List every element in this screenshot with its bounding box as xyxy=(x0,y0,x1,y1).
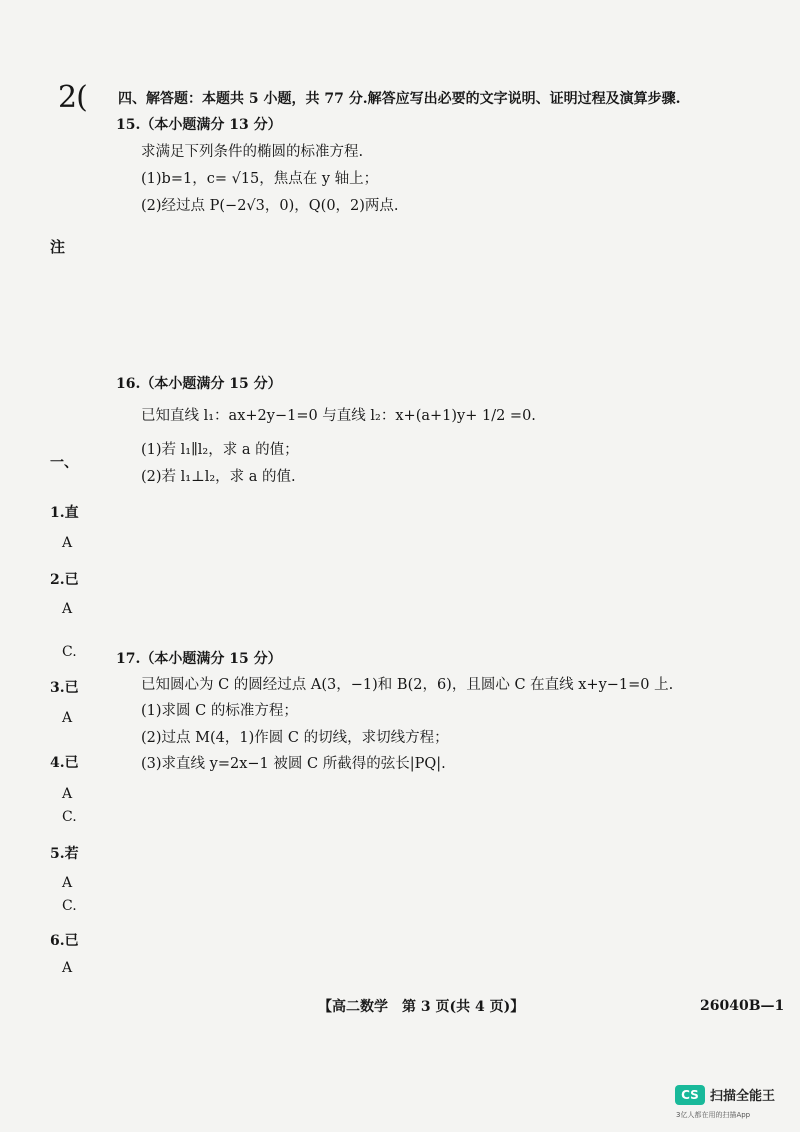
question-17-line: (1)求圆 C 的标准方程； xyxy=(141,703,298,719)
left-fragment: A xyxy=(62,875,73,891)
question-17-line: (2)过点 M(4，1)作圆 C 的切线，求切线方程； xyxy=(141,730,449,746)
question-15-title: 15.（本小题满分 13 分） xyxy=(116,117,282,133)
question-17-line: 已知圆心为 C 的圆经过点 A(3，−1)和 B(2，6)，且圆心 C 在直线 x+y−1=0 上. xyxy=(141,677,674,693)
left-fragment: 注 xyxy=(50,238,66,256)
left-fragment: A xyxy=(62,960,73,976)
left-fragment: A xyxy=(62,786,73,802)
camscanner-tagline: 3亿人都在用的扫描App xyxy=(676,1111,751,1119)
question-15-line: 求满足下列条件的椭圆的标准方程. xyxy=(141,144,364,160)
paper-code: 26040B—1 xyxy=(700,998,785,1014)
page-footer-label: 【高二数学 第 3 页(共 4 页)】 xyxy=(318,999,525,1015)
camscanner-name: 扫描全能王 xyxy=(710,1089,776,1104)
left-fragment: 一、 xyxy=(50,455,78,471)
left-fragment: 4.已 xyxy=(50,755,79,771)
left-fragment: A xyxy=(62,601,73,617)
question-17-title: 17.（本小题满分 15 分） xyxy=(116,651,282,667)
section-header: 四、解答题：本题共 5 小题，共 77 分.解答应写出必要的文字说明、证明过程及演算步骤. xyxy=(118,91,681,107)
left-fragment: C. xyxy=(62,644,77,660)
camscanner-logo: CS xyxy=(675,1085,705,1105)
question-17-line: (3)求直线 y=2x−1 被圆 C 所截得的弦长|PQ|. xyxy=(141,756,446,772)
question-16-line: (1)若 l₁∥l₂，求 a 的值； xyxy=(141,442,299,458)
left-fragment: 5.若 xyxy=(50,846,79,862)
left-fragment: 1.直 xyxy=(50,505,79,521)
left-fragment: A xyxy=(62,710,73,726)
left-fragment: A xyxy=(62,535,73,551)
left-fragment: 6.已 xyxy=(50,933,79,949)
left-fragment: C. xyxy=(62,809,77,825)
left-fragment: 2.已 xyxy=(50,572,79,588)
question-15-line: (1)b=1，c= √15，焦点在 y 轴上； xyxy=(141,171,379,187)
left-fragment: 3.已 xyxy=(50,680,79,696)
question-16-line: (2)若 l₁⊥l₂，求 a 的值. xyxy=(141,469,296,485)
question-15-line: (2)经过点 P(−2√3，0)，Q(0，2)两点. xyxy=(141,198,399,214)
left-fragment: C. xyxy=(62,898,77,914)
question-16-title: 16.（本小题满分 15 分） xyxy=(116,376,282,392)
question-16-line: 已知直线 l₁：ax+2y−1=0 与直线 l₂：x+(a+1)y+ 1/2 =0. xyxy=(141,408,536,424)
left-fragment-big: 2( xyxy=(58,80,87,115)
